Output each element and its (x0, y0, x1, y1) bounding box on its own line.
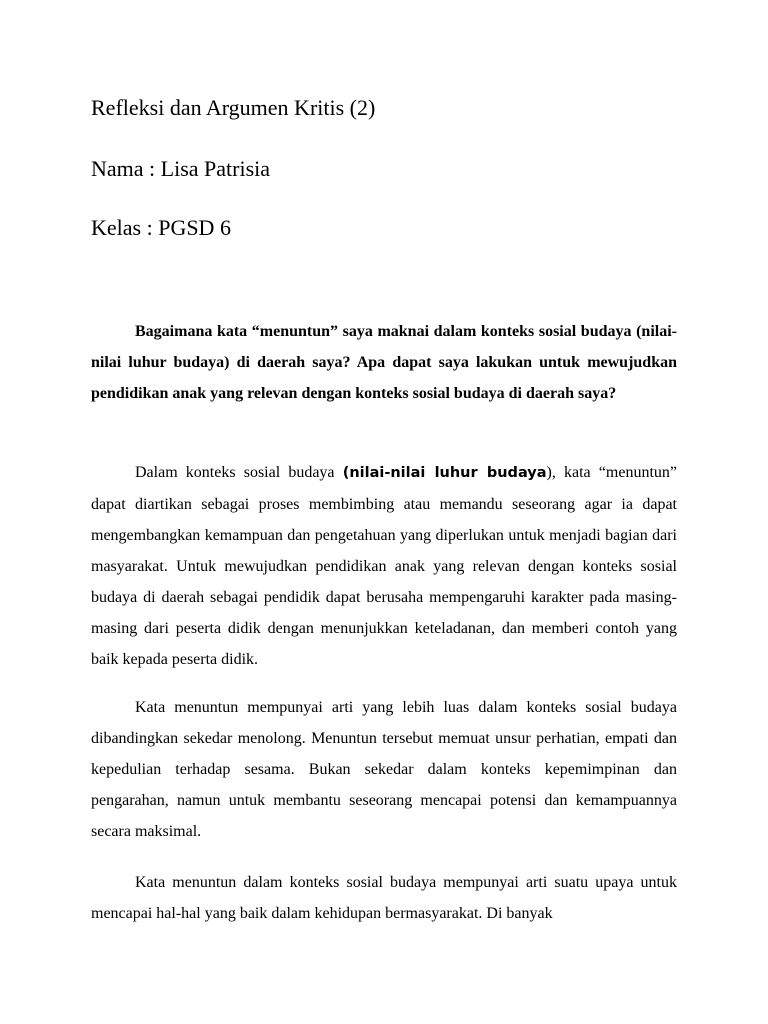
body-paragraph-2: Kata menuntun mempunyai arti yang lebih luas dalam konteks sosial budaya dibandingkan sekedar menolong. Menuntun tersebut memuat unsur perhatian, empati dan kepedulian terhadap sesama. Bukan sekedar dalam konteks kepemimpinan dan pengarahan, namun untuk membantu seseorang mencapai potensi dan kemampuannya secara maksimal. (91, 699, 677, 840)
student-name: Nama : Lisa Patrisia (91, 156, 271, 181)
paragraph-1-lead: Dalam konteks sosial budaya (135, 464, 343, 481)
document-title: Refleksi dan Argumen Kritis (2) (91, 95, 376, 120)
paragraph-1-bold-phrase: (nilai-nilai luhur budaya (342, 465, 547, 481)
paragraph-1-tail: ), kata “menuntun” dapat diartikan sebagai proses membimbing atau memandu seseorang agar ia dapat mengembangkan kemampuan dan pengetahuan yang diperlukan untuk menjadi bagian dari masyarakat. Untuk mewujudkan pendidikan anak yang relevan dengan konteks sosial budaya di daerah sebagai pendidik dapat berusaha mempengaruhi karakter pada masing-masing dari peserta didik dengan menunjukkan keteladanan, dan memberi contoh yang baik kepada peserta didik. (91, 464, 677, 668)
question-paragraph: Bagaimana kata “menuntun” saya maknai dalam konteks sosial budaya (nilai-nilai luhur budaya) di daerah saya? Apa dapat saya lakukan untuk mewujudkan pendidikan anak yang relevan dengan konteks sosial budaya di daerah saya? (91, 323, 677, 402)
student-class: Kelas : PGSD 6 (91, 215, 231, 240)
body-paragraph-1 (91, 457, 677, 675)
body-paragraph-3: Kata menuntun dalam konteks sosial budaya mempunyai arti suatu upaya untuk mencapai hal-hal yang baik dalam kehidupan bermasyarakat. Di banyak (91, 874, 677, 922)
